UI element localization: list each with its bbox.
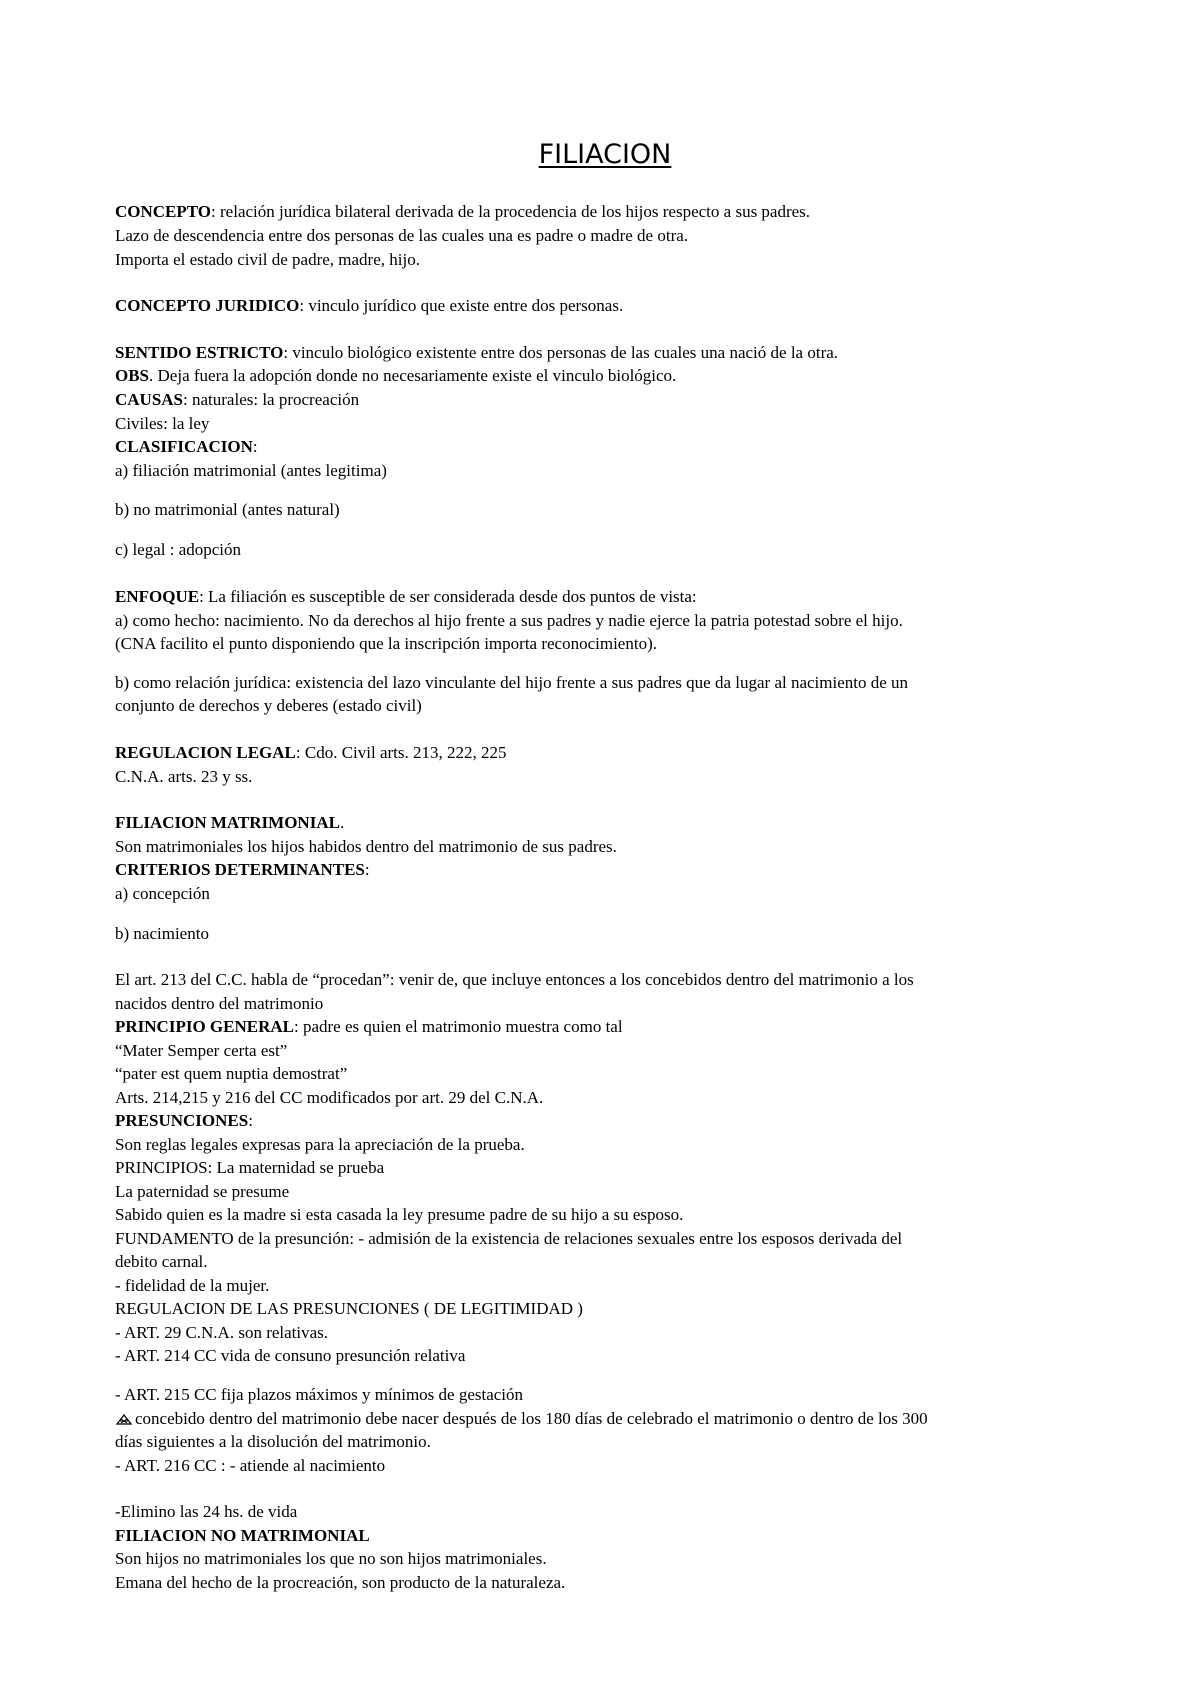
line-text: .: [339, 813, 345, 832]
section-label: OBS: [115, 366, 150, 385]
line-text: Son matrimoniales los hijos habidos dentro del matrimonio de sus padres.: [115, 837, 617, 856]
line-text: a) como hecho: nacimiento. No da derechos al hijo frente a sus padres y nadie ejerce la patria potestad sobre el hijo.: [115, 611, 903, 630]
text-line: [115, 1250, 208, 1273]
text-line: [115, 1274, 269, 1297]
section-heading-line: [115, 741, 507, 764]
text-line: [115, 224, 688, 247]
line-text: a) concepción: [115, 884, 210, 903]
text-line: [115, 992, 323, 1015]
line-text: Civiles: la ley: [115, 414, 210, 433]
line-text: : relación jurídica bilateral derivada de la procedencia de los hijos respecto a sus padres.: [211, 202, 811, 221]
line-text: b) nacimiento: [115, 924, 209, 943]
page-title: FILIACION: [538, 139, 672, 170]
line-text: : padre es quien el matrimonio muestra como tal: [294, 1017, 623, 1036]
line-text: b) como relación jurídica: existencia del lazo vinculante del hijo frente a sus padres que da lugar al nacimiento de un: [115, 673, 909, 692]
text-line: [115, 882, 210, 905]
section-label: CONCEPTO JURIDICO: [115, 296, 300, 315]
line-text: - ART. 29 C.N.A. son relativas.: [115, 1323, 329, 1342]
line-text: Son reglas legales expresas para la apreciación de la prueba.: [115, 1135, 525, 1154]
line-text: c) legal : adopción: [115, 540, 242, 559]
text-line: [115, 248, 420, 271]
section-label: FILIACION MATRIMONIAL: [115, 813, 340, 832]
section-label: CONCEPTO: [115, 202, 212, 221]
text-line: [115, 1039, 287, 1062]
line-text: El art. 213 del C.C. habla de “procedan”: venir de, que incluye entonces a los concebidos dentro del matrimonio a los: [115, 970, 914, 989]
section-label: CRITERIOS DETERMINANTES: [115, 860, 365, 879]
section-heading-line: [115, 294, 623, 317]
text-line: [115, 1227, 902, 1250]
line-text: C.N.A. arts. 23 y ss.: [115, 767, 253, 786]
line-text: b) no matrimonial (antes natural): [115, 500, 340, 519]
line-text: FUNDAMENTO de la presunción: - admisión de la existencia de relaciones sexuales entre los esposos derivada del: [115, 1229, 903, 1248]
section-heading-line: [115, 364, 676, 387]
text-line: [115, 609, 903, 632]
text-line: [115, 765, 252, 788]
line-text: (CNA facilito el punto disponiendo que la inscripción importa reconocimiento).: [115, 634, 657, 653]
section-label: REGULACION LEGAL: [115, 743, 296, 762]
line-text: Lazo de descendencia entre dos personas de las cuales una es padre o madre de otra.: [115, 226, 689, 245]
text-line: [115, 1203, 683, 1226]
section-heading-line: [115, 1109, 253, 1132]
line-text: :: [252, 437, 258, 456]
line-text: -Elimino las 24 hs. de vida: [115, 1502, 298, 1521]
section-label: FILIACION NO MATRIMONIAL: [115, 1526, 370, 1545]
section-label: SENTIDO ESTRICTO: [115, 343, 284, 362]
text-line: [115, 538, 241, 561]
line-text: - ART. 215 CC fija plazos máximos y mínimos de gestación: [115, 1385, 524, 1404]
line-text: : Cdo. Civil arts. 213, 222, 225: [295, 743, 507, 762]
bullet-symbol-icon: [115, 1412, 133, 1426]
section-heading-line: [115, 585, 697, 608]
section-heading-line: [115, 1015, 623, 1038]
text-line: [115, 1180, 289, 1203]
section-heading-line: [115, 341, 838, 364]
line-text: - ART. 214 CC vida de consuno presunción relativa: [115, 1346, 466, 1365]
text-line: [115, 835, 617, 858]
text-line: [115, 694, 422, 717]
text-line: [115, 1454, 385, 1477]
text-line: [115, 459, 387, 482]
line-text: . Deja fuera la adopción donde no necesariamente existe el vinculo biológico.: [149, 366, 677, 385]
line-text: PRINCIPIOS: La maternidad se prueba: [115, 1158, 385, 1177]
text-line: [115, 1383, 523, 1406]
text-line: [115, 1156, 384, 1179]
section-heading-line: [115, 1524, 370, 1547]
line-text: : naturales: la procreación: [183, 390, 360, 409]
text-line: [115, 1344, 465, 1367]
line-text: REGULACION DE LAS PRESUNCIONES ( DE LEGITIMIDAD ): [115, 1299, 583, 1318]
text-line: [115, 1500, 297, 1523]
line-text: Emana del hecho de la procreación, son producto de la naturaleza.: [115, 1573, 566, 1592]
line-text: Son hijos no matrimoniales los que no son hijos matrimoniales.: [115, 1549, 547, 1568]
line-text: :: [364, 860, 370, 879]
text-line: [115, 1571, 565, 1594]
line-text: : vinculo biológico existente entre dos personas de las cuales una nació de la otra.: [283, 343, 839, 362]
section-label: PRESUNCIONES: [115, 1111, 249, 1130]
text-line: [115, 1547, 547, 1570]
line-text: concebido dentro del matrimonio debe nacer después de los 180 días de celebrado el matrimonio o dentro de los 300: [135, 1409, 928, 1428]
line-text: debito carnal.: [115, 1252, 208, 1271]
text-line: [115, 1062, 347, 1085]
text-line: [115, 1297, 583, 1320]
section-heading-line: [115, 388, 359, 411]
section-label: CAUSAS: [115, 390, 184, 409]
text-line: [115, 671, 908, 694]
line-text: - ART. 216 CC : - atiende al nacimiento: [115, 1456, 386, 1475]
line-text: días siguientes a la disolución del matrimonio.: [115, 1432, 431, 1451]
text-line: [115, 1086, 543, 1109]
line-text: Arts. 214,215 y 216 del CC modificados por art. 29 del C.N.A.: [115, 1088, 544, 1107]
line-text: a) filiación matrimonial (antes legitima): [115, 461, 387, 480]
line-text: Sabido quien es la madre si esta casada la ley presume padre de su hijo a su esposo.: [115, 1205, 684, 1224]
text-line: [115, 968, 914, 991]
text-line: [115, 412, 209, 435]
line-text: conjunto de derechos y deberes (estado civil): [115, 696, 422, 715]
section-heading-line: [115, 200, 810, 223]
section-heading-line: [115, 435, 258, 458]
text-line: [115, 1430, 431, 1453]
text-line: [115, 1133, 525, 1156]
text-line: [115, 1321, 328, 1344]
line-text: :: [248, 1111, 253, 1130]
line-text: La paternidad se presume: [115, 1182, 290, 1201]
text-line: [115, 498, 340, 521]
text-line: [115, 632, 657, 655]
line-text: : La filiación es susceptible de ser considerada desde dos puntos de vista:: [199, 587, 697, 606]
line-text: Importa el estado civil de padre, madre, hijo.: [115, 250, 420, 269]
section-label: PRINCIPIO GENERAL: [115, 1017, 294, 1036]
section-heading-line: [115, 811, 344, 834]
text-line: [115, 922, 209, 945]
line-text: “pater est quem nuptia demostrat”: [115, 1064, 348, 1083]
line-text: : vinculo jurídico que existe entre dos personas.: [299, 296, 624, 315]
section-label: CLASIFICACION: [115, 437, 253, 456]
section-label: ENFOQUE: [115, 587, 200, 606]
line-text: nacidos dentro del matrimonio: [115, 994, 324, 1013]
text-line: [115, 1407, 928, 1430]
section-heading-line: [115, 858, 370, 881]
line-text: “Mater Semper certa est”: [115, 1041, 288, 1060]
line-text: - fidelidad de la mujer.: [115, 1276, 270, 1295]
